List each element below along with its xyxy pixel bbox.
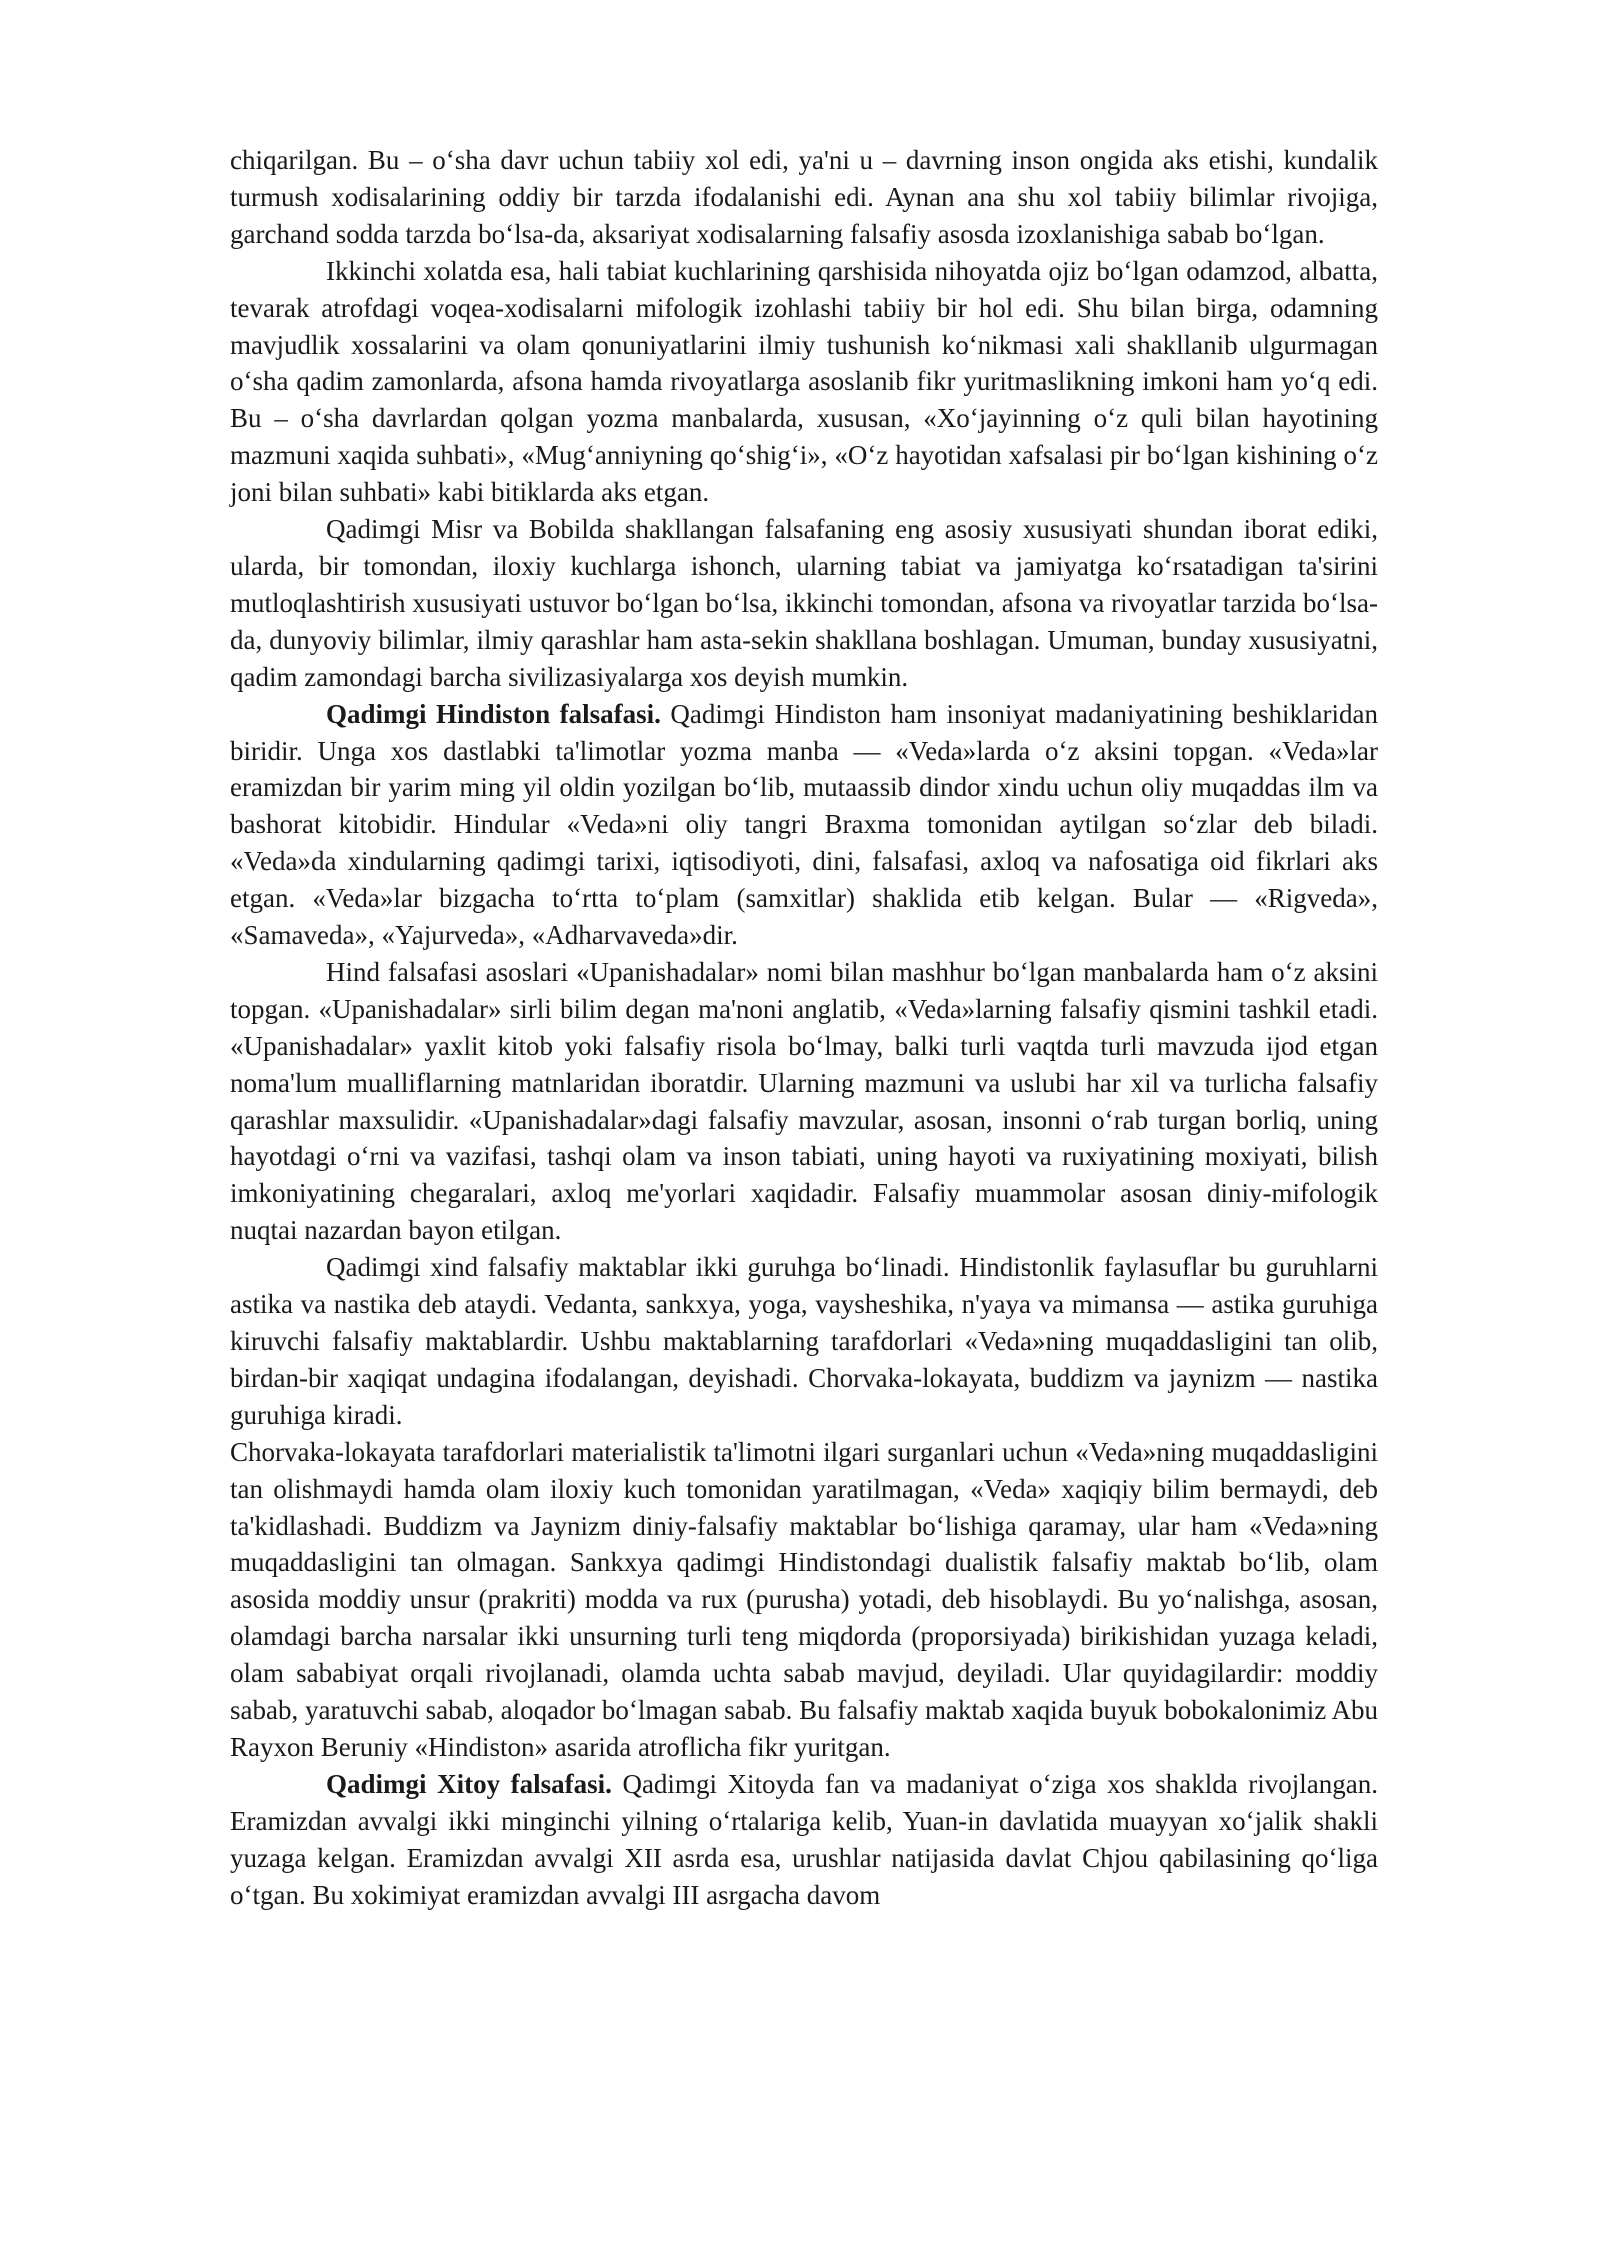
paragraph-hindiston bbox=[230, 696, 1378, 954]
paragraph-text: Chorvaka-lokayata tarafdorlari materialistik ta'limotni ilgari surganlari uchun «Veda»ning muqaddasligini tan olishmaydi hamda olam iloxiy kuch tomonidan yaratilmagan, «Veda» xaqiqiy bilim bermaydi, deb ta'kidlashadi. Buddizm va Jaynizm diniy-falsafiy maktablar bo‘lishiga qaramay, ular ham «Veda»ning muqaddasligini tan olmagan. Sankxya qadimgi Hindistondagi dualistik falsafiy maktab bo‘lib, olam asosida moddiy unsur (prakriti) modda va rux (purusha) yotadi, deb hisoblaydi. Bu yo‘nalishga, asosan, olamdagi barcha narsalar ikki unsurning turli teng miqdorda (proporsiyada) birikishidan yuzaga keladi, olam sababiyat orqali rivojlanadi, olamda uchta sabab mavjud, deyiladi. Ular quyidagilardir: moddiy sabab, yaratuvchi sabab, aloqador bo‘lmagan sabab. Bu falsafiy maktab xaqida buyuk bobokalonimiz Abu Rayxon Beruniy «Hindiston» asarida atroflicha fikr yuritgan. bbox=[230, 1436, 1378, 1762]
section-heading-hindiston: Qadimgi Hindiston falsafasi. bbox=[326, 698, 661, 729]
paragraph-7 bbox=[230, 1434, 1378, 1766]
paragraph-2 bbox=[230, 253, 1378, 511]
paragraph-text: Qadimgi Misr va Bobilda shakllangan falsafaning eng asosiy xususiyati shundan iborat ediki, ularda, bir tomondan, iloxiy kuchlarga ishonch, ularning tabiat va jamiyatga ko‘rsatadigan ta'sirini mutloqlashtirish xususiyati ustuvor bo‘lgan bo‘lsa, ikkinchi tomondan, afsona va rivoyatlar tarzida bo‘lsa-da, dunyoviy bilimlar, ilmiy qarashlar ham asta-sekin shakllana boshlagan. Umuman, bunday xususiyatni, qadim zamondagi barcha sivilizasiyalarga xos deyish mumkin. bbox=[230, 514, 1379, 692]
paragraph-text: Qadimgi Hindiston ham insoniyat madaniyatining beshiklaridan biridir. Unga xos dastlabki ta'limotlar yozma manba — «Veda»larda o‘z aksini topgan. «Veda»lar eramizdan bir yarim ming yil oldin yozilgan bo‘lib, mutaassib dindor xindu uchun oliy muqaddas ilm va bashorat kitobidir. Hindular «Veda»ni oliy tangri Braxma tomonidan aytilgan so‘zlar deb biladi. «Veda»da xindularning qadimgi tarixi, iqtisodiyoti, dini, falsafasi, axloq va nafosatiga oid fikrlari aks etgan. «Veda»lar bizgacha to‘rtta to‘plam (samxitlar) shaklida etib kelgan. Bular — «Rigveda», «Samaveda», «Yajurveda», «Adharvaveda»dir. bbox=[230, 698, 1378, 951]
document-page bbox=[230, 142, 1378, 1914]
section-heading-xitoy: Qadimgi Xitoy falsafasi. bbox=[326, 1768, 612, 1799]
paragraph-text: Qadimgi xind falsafiy maktablar ikki guruhga bo‘linadi. Hindistonlik faylasuflar bu guruhlarni astika va nastika deb ataydi. Vedanta, sankxya, yoga, vaysheshika, n'yaya va mimansa — astika guruhiga kiruvchi falsafiy maktablardir. Ushbu maktablarning tarafdorlari «Veda»ning muqaddasligini tan olib, birdan-bir xaqiqat undagina ifodalangan, deyishadi. Chorvaka-lokayata, buddizm va jaynizm — nastika guruhiga kiradi. bbox=[230, 1252, 1378, 1430]
paragraph-6 bbox=[230, 1249, 1378, 1434]
paragraph-text: chiqarilgan. Bu – o‘sha davr uchun tabiiy xol edi, ya'ni u – davrning inson ongida aks etishi, kundalik turmush xodisalarining oddiy bir tarzda ifodalanishi edi. Aynan ana shu xol tabiiy bilimlar rivojiga, garchand sodda tarzda bo‘lsa-da, aksariyat xodisalarning falsafiy asosda izoxlanishiga sabab bo‘lgan. bbox=[230, 145, 1378, 249]
paragraph-xitoy bbox=[230, 1766, 1378, 1914]
paragraph-text: Hind falsafasi asoslari «Upanishadalar» nomi bilan mashhur bo‘lgan manbalarda ham o‘z aksini topgan. «Upanishadalar» sirli bilim degan ma'noni anglatib, «Veda»larning falsafiy qismini tashkil etadi. «Upanishadalar» yaxlit kitob yoki falsafiy risola bo‘lmay, balki turli vaqtda turli mavzuda ijod etgan noma'lum mualliflarning matnlaridan iboratdir. Ularning mazmuni va uslubi har xil va turlicha falsafiy qarashlar maxsulidir. «Upanishadalar»dagi falsafiy mavzular, asosan, insonni o‘rab turgan borliq, uning hayotdagi o‘rni va vazifasi, tashqi olam va inson tabiati, uning hayoti va ruxiyatining moxiyati, bilish imkoniyatining chegaralari, axloq me'yorlari xaqidadir. Falsafiy muammolar asosan diniy-mifologik nuqtai nazardan bayon etilgan. bbox=[230, 956, 1378, 1246]
paragraph-5 bbox=[230, 954, 1378, 1249]
paragraph-text: Ikkinchi xolatda esa, hali tabiat kuchlarining qarshisida nihoyatda ojiz bo‘lgan odamzod, albatta, tevarak atrofdagi voqea-xodisalarni mifologik izohlashi tabiiy bir hol edi. Shu bilan birga, odamning mavjudlik xossalarini va olam qonuniyatlarini ilmiy tushunish ko‘nikmasi xali shakllanib ulgurmagan o‘sha qadim zamonlarda, afsona hamda rivoyatlarga asoslanib fikr yuritmaslikning imkoni ham yo‘q edi. Bu – o‘sha davrlardan qolgan yozma manbalarda, xususan, «Xo‘jayinning o‘z quli bilan hayotining mazmuni xaqida suhbati», «Mug‘anniyning qo‘shig‘i», «O‘z hayotidan xafsalasi pir bo‘lgan kishining o‘z joni bilan suhbati» kabi bitiklarda aks etgan. bbox=[230, 255, 1378, 508]
paragraph-3 bbox=[230, 511, 1378, 696]
paragraph-1 bbox=[230, 142, 1378, 253]
paragraph-text: Qadimgi Xitoyda fan va madaniyat o‘ziga xos shaklda rivojlangan. Eramizdan avvalgi ikki minginchi yilning o‘rtalariga kelib, Yuan-in davlatida muayyan xo‘jalik shakli yuzaga kelgan. Eramizdan avvalgi XII asrda esa, urushlar natijasida davlat Chjou qabilasining qo‘liga o‘tgan. Bu xokimiyat eramizdan avvalgi III asrgacha davom bbox=[230, 1768, 1378, 1910]
